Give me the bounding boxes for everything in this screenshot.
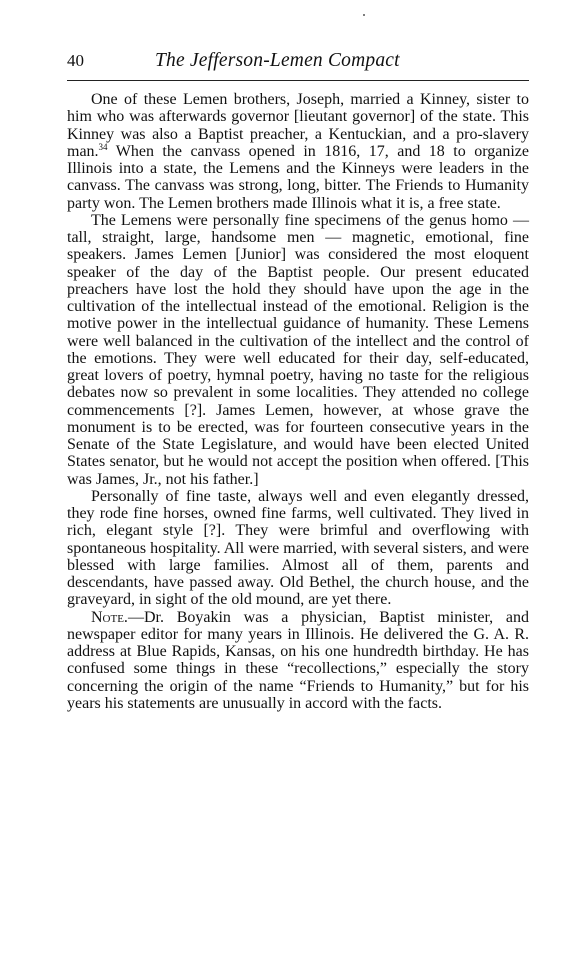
running-title: The Jefferson-Lemen Compact [155,50,400,71]
note-paragraph [67,609,529,713]
note-text: —Dr. Boyakin was a physician, Baptist minister, and newspaper editor for many years in Illinois. He delivered the G. A. R. address at Blue Rapids, Kansas, on his one hundredth birthday. He has confused some things in these “recollections,” especially the story concerning the origin of the name “Friends to Humanity,” but for his years his statements are unusually in accord with the facts. [67,608,529,712]
note-label: Note. [91,608,128,626]
paragraph-3: Personally of fine taste, always well and even elegantly dressed, they rode fine horses, owned fine farms, well cultivated. They lived in rich, elegant style [?]. They were brimful and overflowing with spontaneous hospitality. All were married, with several sisters, and were blessed with large families. Almost all of them, parents and descendants, have passed away. Old Bethel, the church house, and the graveyard, in sight of the old mound, are yet there. [67,487,529,609]
footnote-ref: 34 [98,141,108,152]
paragraph-1-text-b: When the canvass opened in 1816, 17, and 18 to organize Illinois into a state, the Lemens and the Kinneys were leaders in the canvass. The canvass was strong, long, bitter. The Friends to Humanity party won. The Lemen brothers made Illinois what it is, a free state. [67,142,529,212]
page-speck [363,14,365,16]
book-page [67,50,529,712]
paragraph-1-text-a: One of these Lemen brothers, Joseph, married a Kinney, sister to him who was afterwards governor [lieutant governor] of the state. This Kinney was also a Baptist preacher, a Kentuckian, and a pro-slavery man. [67,91,529,160]
page-number: 40 [67,51,84,70]
paragraph-2: The Lemens were personally fine specimens of the genus homo — tall, straight, large, handsome men — magnetic, emotional, fine speakers. James Lemen [Junior] was considered the most eloquent speaker of the day of the Baptist people. Our present educated preachers have lost the hold they should have upon the age in the cultivation of the intellectual instead of the emotional. Religion is the motive power in the intellectual guidance of humanity. These Lemens were well balanced in the cultivation of the intellect and the control of the emotions. They were well educated for their day, self-educated, great lovers of poetry, hymnal poetry, having no taste for the religious debates now so prevalent in some localities. They attended no college commencements [?]. James Lemen, however, at whose grave the monument is to be erected, was for fourteen consecutive years in the Senate of the State Legislature, and would have been elected United States senator, but he would not accept the position when offered. [This was James, Jr., not his father.] [67,211,529,488]
paragraph-1 [67,91,529,212]
page-header [67,50,529,81]
